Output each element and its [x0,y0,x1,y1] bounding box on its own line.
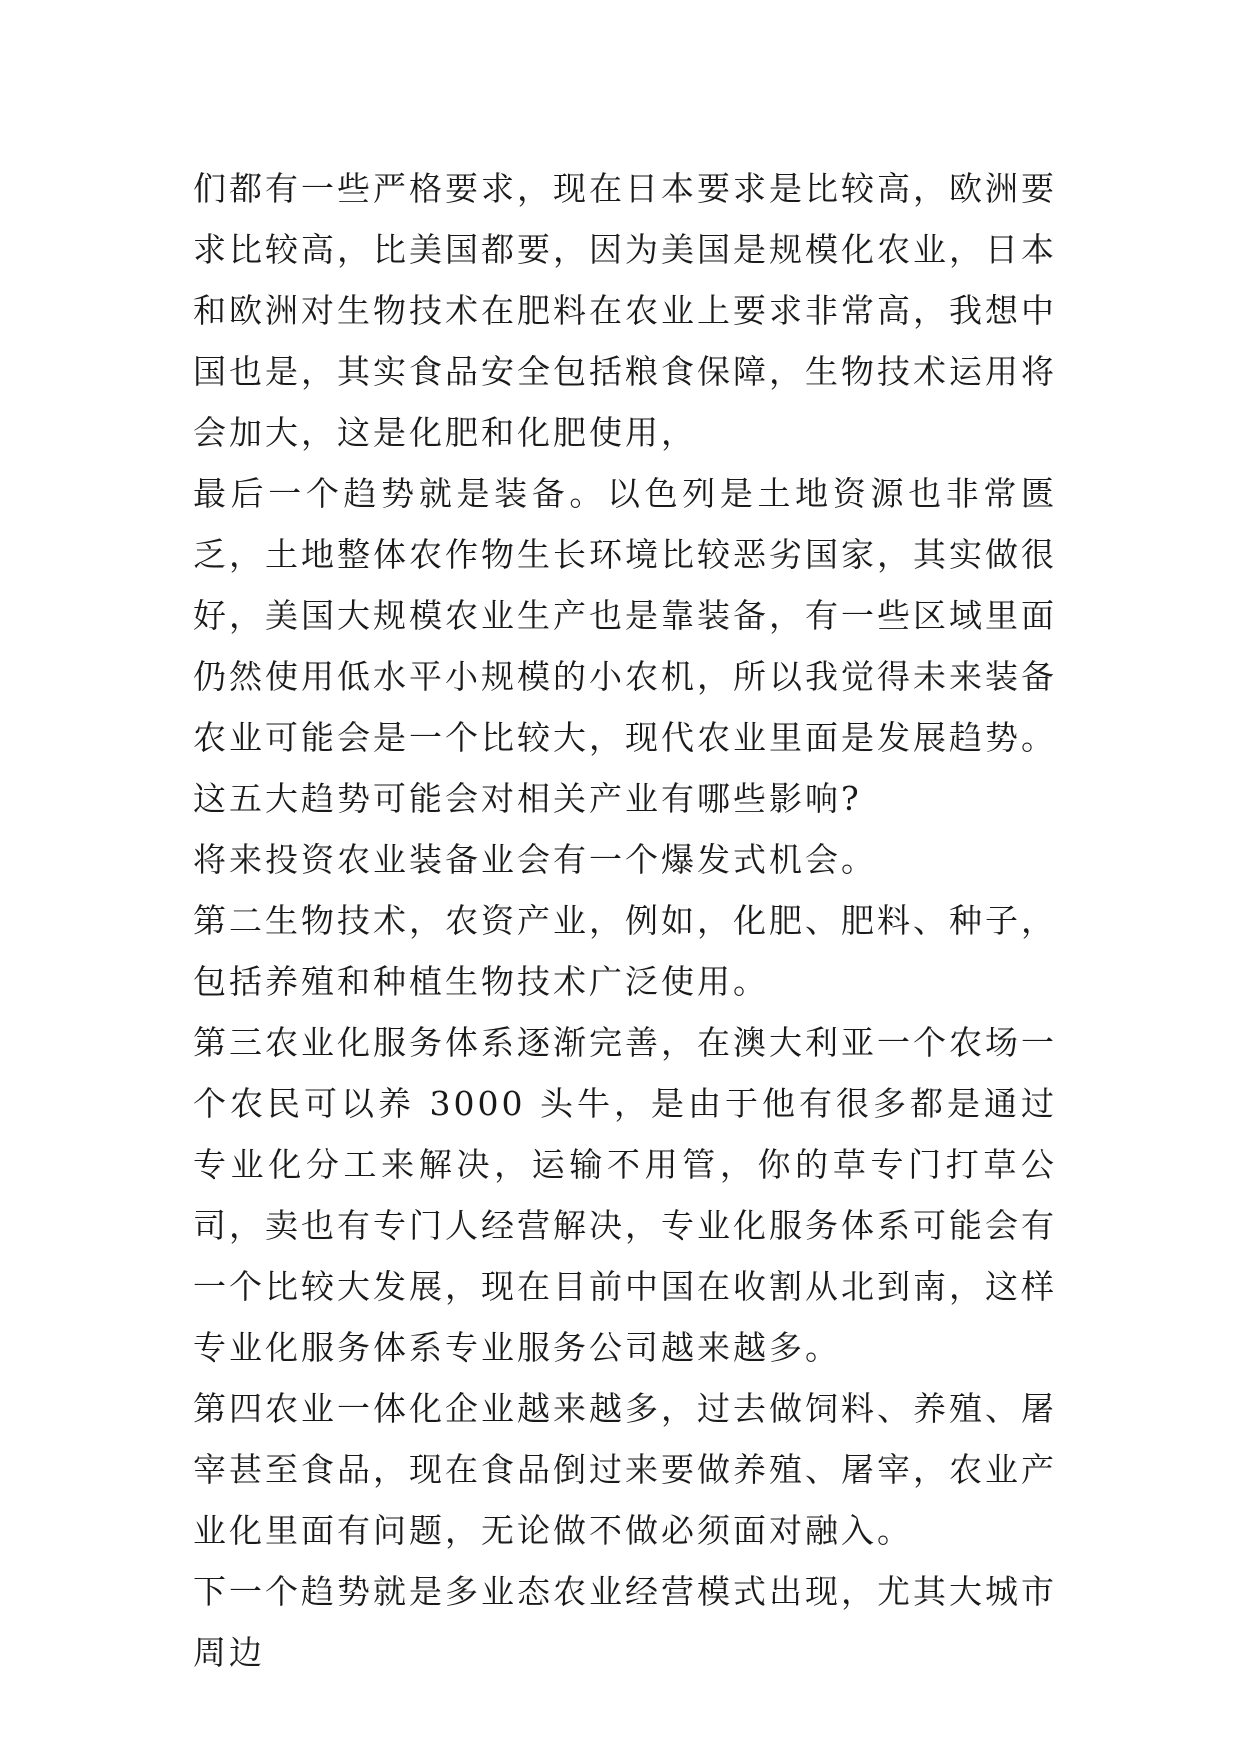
paragraph: 们都有一些严格要求，现在日本要求是比较高，欧洲要求比较高，比美国都要，因为美国是规模化农业，日本和欧洲对生物技术在肥料在农业上要求非常高，我想中国也是，其实食品安全包括粮食保障，生物技术运用将会加大，这是化肥和化肥使用， [193,169,1057,452]
paragraph: 第四农业一体化企业越来越多，过去做饲料、养殖、屠宰甚至食品，现在食品倒过来要做养殖、屠宰，农业产业化里面有问题，无论做不做必须面对融入。 [193,1389,1057,1550]
paragraph: 这五大趋势可能会对相关产业有哪些影响? [193,779,862,818]
paragraph: 第三农业化服务体系逐渐完善，在澳大利亚一个农场一个农民可以养 3000 头牛，是由于他有很多都是通过专业化分工来解决，运输不用管，你的草专门打草公司，卖也有专门人经营解决，专业化服务体系可能会有一个比较大发展，现在目前中国在收割从北到南，这样专业化服务体系专业服务公司越来越多。 [193,1023,1057,1367]
paragraph: 下一个趋势就是多业态农业经营模式出现，尤其大城市周边 [193,1572,1057,1672]
paragraph: 最后一个趋势就是装备。以色列是土地资源也非常匮乏，土地整体农作物生长环境比较恶劣国家，其实做很好，美国大规模农业生产也是靠装备，有一些区域里面仍然使用低水平小规模的小农机，所以我觉得未来装备农业可能会是一个比较大，现代农业里面是发展趋势。 [193,474,1057,757]
paragraph: 将来投资农业装备业会有一个爆发式机会。 [193,840,877,879]
paragraph: 第二生物技术，农资产业，例如，化肥、肥料、种子，包括养殖和种植生物技术广泛使用。 [193,901,1057,1001]
document-body [193,158,1057,1683]
